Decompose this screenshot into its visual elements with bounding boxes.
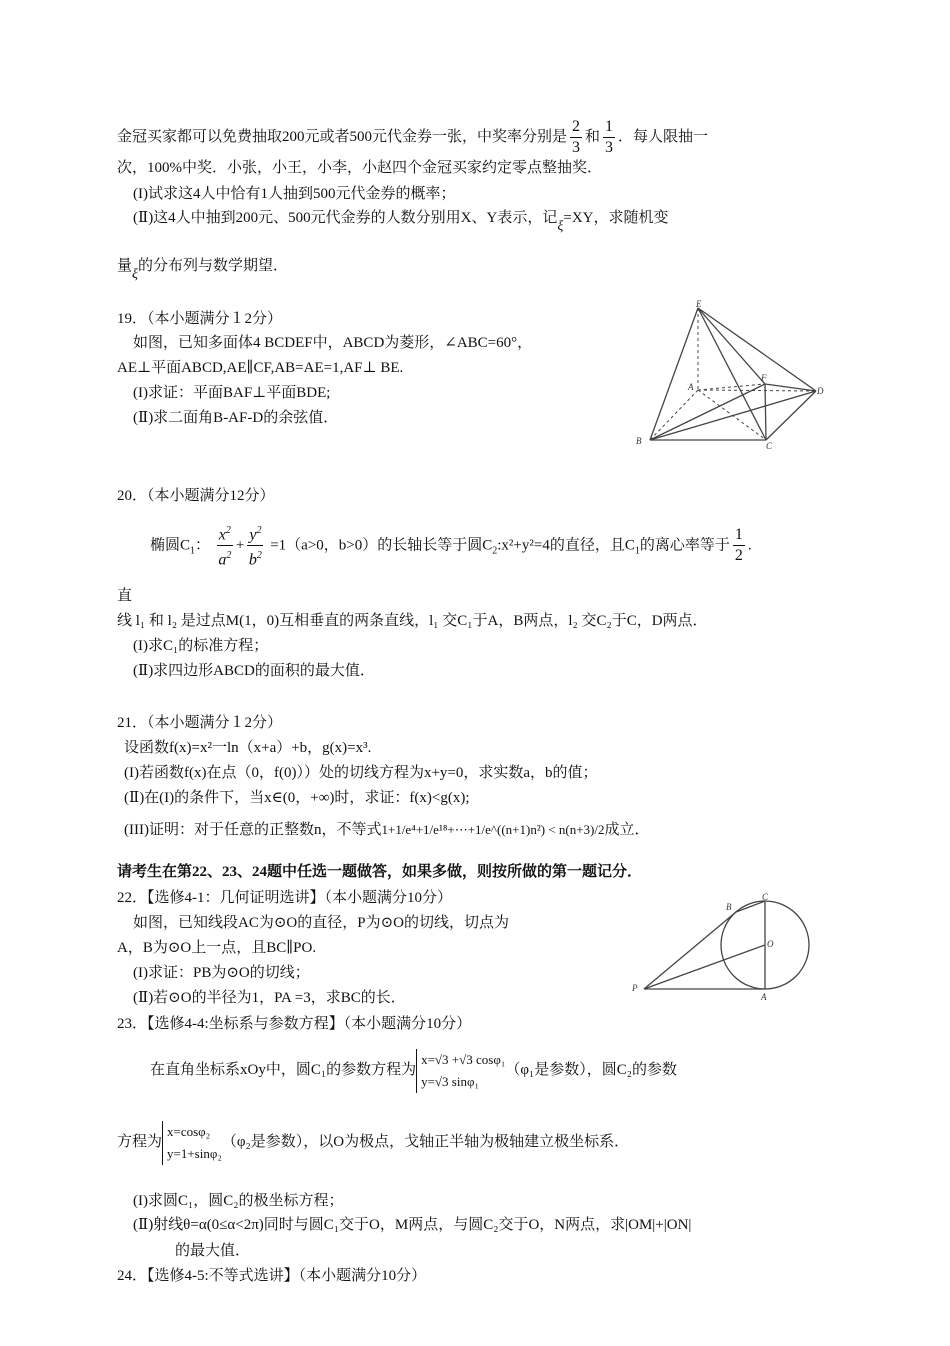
p18-question2-cont: 量ξ的分布列与数学期望． [117, 258, 289, 282]
fraction-one-half: $\frac{1}{2}$ [734, 526, 743, 565]
p23-question1: (I)求圆C₁，圆C₂的极坐标方程； [133, 1193, 344, 1209]
p18-question2: (Ⅱ)这4人中抽到200元、500元代金券的人数分别用X、Y表示，记ξ=XY，求随机变 [133, 210, 669, 234]
p23-heading: 23．【选修4-4:坐标系与参数方程】（本小题满分10分） [117, 1016, 472, 1032]
label-C: C [766, 441, 773, 451]
p20-line2: 直 [117, 588, 133, 604]
p22-heading: 22．【选修4-1：几何证明选讲】（本小题满分10分） [117, 890, 452, 906]
label-A: A [688, 382, 694, 392]
circle-tangent-figure [628, 892, 818, 1004]
p20-line3: 线 l₁ 和 l₂ 是过点M(1，0)互相垂直的两条直线，l₁ 交C₁于A，B两点，l₂ 交C₂于C，D两点． [117, 613, 708, 629]
label-C: C [762, 892, 769, 902]
p18-line2: 次，100%中奖．小张，小王，小李，小赵四个金冠买家约定零点整抽奖． [117, 160, 602, 176]
fraction-y2-b2: $\frac{y^2}{b^2}$ [247, 521, 263, 571]
p19-question2: (Ⅱ)求二面角B-AF-D的余弦值． [133, 410, 339, 426]
p19-question1: (I)求证：平面BAF⊥平面BDE; [133, 385, 331, 401]
p19-heading: 19．（本小题满分１2分） [117, 311, 283, 327]
p22-line2: A，B为⊙O上一点，且BC∥PO. [117, 940, 317, 956]
p21-question1: (I)若函数f(x)在点（0，f(0)））处的切线方程为x+y=0，求实数a，b的值； [124, 765, 598, 781]
inequality: 1+1/e⁴+1/e¹⁸+⋯+1/e^((n+1)n²) < n(n+3)/2 [381, 822, 605, 837]
p19-line2: AE⊥平面ABCD,AE∥CF,AB=AE=1,AF⊥ BE. [117, 360, 404, 376]
fraction-two-thirds: $\frac{2}{3}$ [572, 118, 581, 156]
polyhedron-figure [630, 298, 830, 453]
p21-heading: 21．（本小题满分１2分） [117, 715, 283, 731]
label-D: D [817, 386, 824, 396]
p20-line1: 椭圆$C_1$： $\frac{x^2}{a^2}$ + $\frac{y^2}{b^2}$ =1（a>0，b>0）的长轴长等于圆$C_2:x^2+y^2=4$的直径，且$C_1$的离心率等于 $\frac{1}{2}$ . [150, 521, 752, 571]
param-system-c2: x=cosφ₂ y=1+sinφ₂ [162, 1121, 222, 1165]
p20-question2: (Ⅱ)求四边形ABCD的面积的最大值． [133, 663, 375, 679]
p20-heading: 20．（本小题满分12分） [117, 488, 275, 504]
p18-line1: 金冠买家都可以免费抽取200元或者500元代金券一张，中奖率分别是 $\frac{2}{3}$ 和 $\frac{1}{3}$ ．每人限抽一 [117, 118, 709, 156]
label-B: B [636, 436, 642, 446]
p21-line1: 设函数f(x)=x²一ln（x+a）+b，g(x)=x³. [124, 740, 372, 756]
p21-question2: (Ⅱ)在(I)的条件下，当x∈(0，+∞)时，求证：f(x)<g(x); [124, 790, 470, 806]
label-B: B [726, 902, 732, 912]
fraction-one-third: $\frac{1}{3}$ [605, 118, 614, 156]
p23-question2-cont: 的最大值． [175, 1243, 251, 1259]
p23-line2: 方程为 x=cosφ₂ y=1+sinφ₂ （φ₂是参数），以O为极点，戈轴正半轴为极轴建立极坐标系． [117, 1120, 629, 1165]
p20-question1: (I)求C₁的标准方程； [133, 638, 269, 654]
p18-question1: (I)试求这4人中恰有1人抽到500元代金券的概率； [133, 186, 456, 202]
fraction-x2-a2: $\frac{x^2}{a^2}$ [217, 521, 233, 571]
label-E: E [696, 299, 702, 309]
p22-line1: 如图，已知线段AC为⊙O的直径，P为⊙O的切线，切点为 [133, 915, 509, 931]
instruction-notice: 请考生在第22、23、24题中任选一题做答，如果多做，则按所做的第一题记分． [117, 864, 643, 880]
label-O: O [767, 939, 774, 949]
label-F: F [761, 373, 767, 383]
p23-line1: 在直角坐标系xOy中，圆C₁的参数方程为 x=√3 +√3 cosφ₁ y=√3 sinφ₁ （φ₁是参数），圆C₂的参数 [150, 1048, 677, 1093]
label-A: A [761, 992, 767, 1002]
param-system-c1: x=√3 +√3 cosφ₁ y=√3 sinφ₁ [416, 1049, 505, 1093]
p24-heading: 24．【选修4-5:不等式选讲】（本小题满分10分） [117, 1268, 427, 1284]
p21-question3: (III)证明：对于任意的正整数n，不等式1+1/e⁴+1/e¹⁸+⋯+1/e^((n+1)n²) < n(n+3)/2成立． [124, 822, 650, 838]
p19-line1: 如图，已知多面体4 BCDEF中，ABCD为菱形，∠ABC=60°， [133, 335, 533, 351]
p22-question2: (Ⅱ)若⊙O的半径为1，PA =3，求BC的长． [133, 990, 406, 1006]
p23-question2: (Ⅱ)射线θ=α(0≤α<2π)同时与圆C₁交于O，M两点，与圆C₂交于O，N两点，求|OM|+|ON| [133, 1217, 692, 1233]
p22-question1: (I)求证：PB为⊙O的切线； [133, 965, 310, 981]
label-P: P [632, 983, 638, 993]
